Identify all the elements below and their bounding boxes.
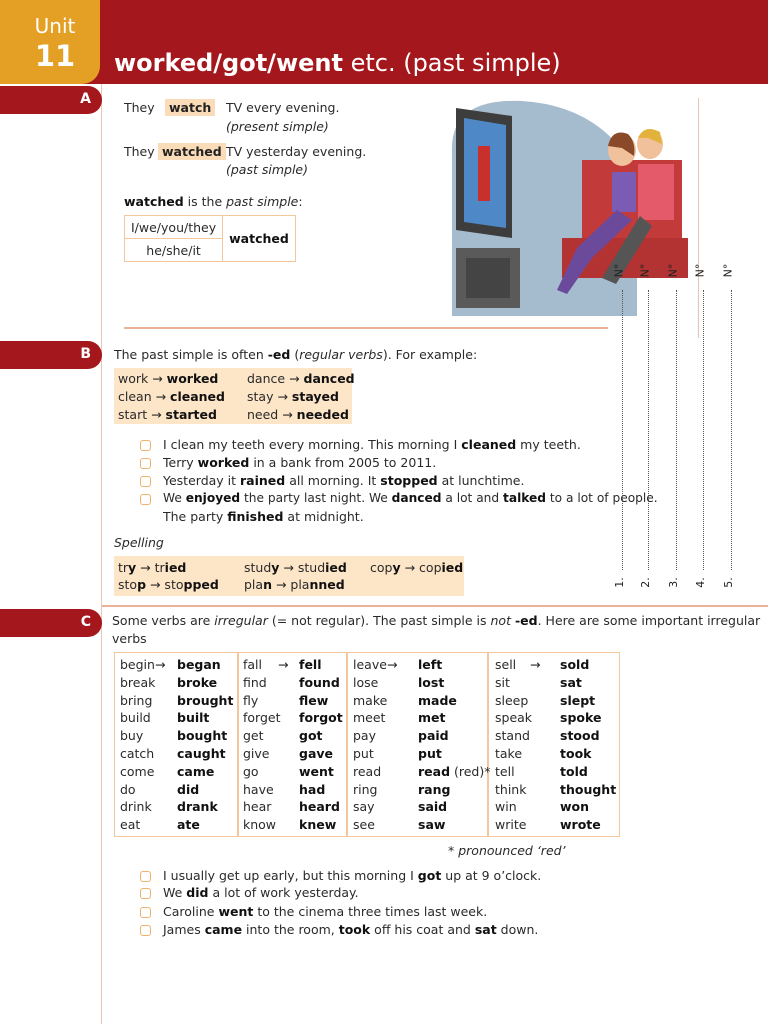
- irregular-base-form: think: [495, 781, 527, 797]
- b-example-5: The party finished at midnight.: [163, 509, 364, 524]
- irregular-base-form: have: [243, 781, 274, 797]
- arrow-glyph: →: [155, 657, 166, 672]
- irregular-base-form: drink: [120, 799, 152, 815]
- irregular-past-form: made: [418, 692, 457, 708]
- c-intro-line1: Some verbs are irregular (= not regular). The past simple is not -ed. Here are some important irregular: [112, 613, 761, 628]
- tv-screen-figure: [478, 146, 490, 201]
- irregular-past-form: found: [299, 674, 340, 690]
- irregular-base-form: sleep: [495, 692, 529, 708]
- regular-verb-5: start → started: [118, 407, 217, 422]
- pronoun-row-2: he/she/it: [125, 239, 223, 262]
- irregular-base-form: give: [243, 746, 270, 761]
- example-bullet: [140, 925, 151, 936]
- table-divider: [237, 653, 239, 836]
- irregular-past-form: wrote: [560, 817, 601, 833]
- answer-dotted-line: [731, 290, 732, 570]
- example-bullet: [140, 440, 151, 451]
- footnote: * pronounced ‘red’: [448, 843, 566, 858]
- irregular-base-form: sell: [495, 657, 517, 672]
- irregular-base-form: bring: [120, 692, 153, 708]
- a-line2-verb: watched: [158, 143, 226, 160]
- arrow-glyph: →: [278, 657, 289, 672]
- irregular-base-form: catch: [120, 746, 155, 761]
- a-line2-rest: TV yesterday evening.: [226, 144, 367, 159]
- c-example-2: We did a lot of work yesterday.: [163, 885, 359, 900]
- irregular-past-form: sat: [560, 674, 582, 690]
- irregular-past-form: knew: [299, 817, 337, 833]
- spelling-label: Spelling: [114, 535, 164, 550]
- answer-label: N°: [693, 263, 707, 278]
- irregular-base-form: begin: [120, 657, 155, 672]
- irregular-past-form: brought: [177, 692, 234, 708]
- unit-number: 11: [34, 39, 76, 73]
- irregular-base-form: see: [353, 817, 375, 833]
- table-divider: [487, 653, 489, 836]
- irregular-base-form: meet: [353, 710, 386, 726]
- irregular-past-form: forgot: [299, 710, 343, 726]
- irregular-base-form: read: [353, 763, 382, 779]
- irregular-past-form: ate: [177, 817, 200, 833]
- irregular-past-form: won: [560, 799, 590, 815]
- woman-top: [612, 172, 636, 212]
- irregular-past-form: said: [418, 799, 448, 815]
- answer-column-3: [666, 246, 684, 594]
- answer-dotted-line: [648, 290, 649, 570]
- arrow-glyph: →: [530, 657, 541, 672]
- irregular-base-form: hear: [243, 799, 272, 815]
- irregular-base-form: stand: [495, 728, 530, 744]
- a-line1-subject: They: [124, 100, 155, 115]
- answer-dotted-line: [622, 290, 623, 570]
- b-example-4: We enjoyed the party last night. We danced a lot and talked to a lot of people.: [163, 491, 658, 505]
- irregular-base-form: ring: [353, 781, 378, 797]
- irregular-past-form: built: [177, 710, 210, 726]
- answer-number: 4.: [693, 577, 707, 588]
- irregular-base-form: speak: [495, 710, 533, 726]
- b-example-2: Terry worked in a bank from 2005 to 2011.: [163, 455, 437, 470]
- answer-column-2: [638, 246, 656, 594]
- irregular-past-form: got: [299, 728, 323, 744]
- irregular-base-form: fall: [243, 657, 263, 672]
- irregular-base-form: find: [243, 674, 267, 690]
- unit-word: Unit: [34, 14, 76, 38]
- c-example-4: James came into the room, took off his coat and sat down.: [163, 922, 539, 937]
- c-example-3: Caroline went to the cinema three times last week.: [163, 904, 488, 919]
- irregular-base-form: write: [495, 817, 527, 833]
- irregular-base-form: take: [495, 746, 523, 761]
- irregular-past-form: left: [418, 657, 443, 672]
- irregular-past-form: saw: [418, 817, 446, 833]
- example-bullet: [140, 494, 151, 505]
- irregular-base-form: say: [353, 799, 375, 815]
- pronoun-table-value: watched: [223, 216, 296, 262]
- a-line1-rest: TV every evening.: [226, 100, 340, 115]
- spelling-2: study → studied: [244, 560, 347, 575]
- irregular-past-form: went: [299, 763, 334, 779]
- spelling-4: stop → stopped: [118, 577, 219, 592]
- irregular-base-form: make: [353, 692, 388, 708]
- irregular-base-form: know: [243, 817, 277, 833]
- irregular-past-form: took: [560, 746, 592, 761]
- irregular-base-form: break: [120, 674, 156, 690]
- irregular-past-form: paid: [418, 728, 449, 744]
- section-b-tab: B: [0, 341, 102, 369]
- margin-rule: [101, 84, 102, 1024]
- answer-number: 5.: [721, 577, 735, 588]
- irregular-past-form: put: [418, 746, 442, 761]
- answer-number: 2.: [638, 577, 652, 588]
- irregular-past-form: slept: [560, 692, 596, 708]
- regular-verb-2: dance → danced: [247, 371, 355, 386]
- answer-number: 3.: [666, 577, 680, 588]
- irregular-base-form: eat: [120, 817, 141, 833]
- irregular-past-form: told: [560, 763, 588, 779]
- irregular-base-form: leave: [353, 657, 387, 672]
- answer-dotted-line: [676, 290, 677, 570]
- irregular-past-form: came: [177, 763, 215, 779]
- irregular-past-form: heard: [299, 799, 340, 815]
- irregular-past-form: stood: [560, 728, 600, 744]
- section-c-tab: C: [0, 609, 102, 637]
- irregular-base-form: get: [243, 728, 264, 744]
- answer-column-4: [693, 246, 711, 594]
- pronoun-table: [124, 215, 296, 262]
- example-bullet: [140, 871, 151, 882]
- a-line1-verb: watch: [165, 99, 215, 116]
- irregular-base-form: sit: [495, 674, 510, 690]
- irregular-past-form: broke: [177, 674, 218, 690]
- irregular-past-form: fell: [299, 657, 322, 672]
- irregular-base-form: fly: [243, 692, 259, 708]
- c-intro-line2: verbs: [112, 631, 147, 646]
- irregular-past-form: spoke: [560, 710, 602, 726]
- irregular-past-form: drank: [177, 799, 218, 815]
- irregular-base-form: win: [495, 799, 517, 815]
- spelling-5: plan → planned: [244, 577, 345, 592]
- spelling-1: try → tried: [118, 560, 187, 575]
- answer-label: N°: [666, 263, 680, 278]
- table-divider: [346, 653, 348, 836]
- irregular-past-form: gave: [299, 746, 334, 761]
- a-line1-note: (present simple): [226, 119, 329, 134]
- answer-dotted-line: [703, 290, 704, 570]
- a-line2-note: (past simple): [226, 162, 308, 177]
- irregular-base-form: build: [120, 710, 151, 726]
- answer-label: N°: [638, 263, 652, 278]
- irregular-past-form: bought: [177, 728, 228, 744]
- irregular-past-form: began: [177, 657, 221, 672]
- example-bullet: [140, 476, 151, 487]
- answer-column-5: [721, 246, 739, 594]
- regular-verb-4: stay → stayed: [247, 389, 339, 404]
- man-shirt: [638, 164, 674, 220]
- irregular-base-form: do: [120, 781, 136, 797]
- irregular-past-form: caught: [177, 746, 226, 761]
- irregular-base-form: go: [243, 763, 259, 779]
- c-example-1: I usually get up early, but this morning I got up at 9 o’clock.: [163, 868, 542, 883]
- tv-stand-shelf: [466, 258, 510, 298]
- irregular-past-form: sold: [560, 657, 590, 672]
- b-example-3: Yesterday it rained all morning. It stopped at lunchtime.: [163, 473, 525, 488]
- b-example-1: I clean my teeth every morning. This morning I cleaned my teeth.: [163, 437, 581, 452]
- answer-number: 1.: [612, 577, 626, 588]
- arrow-glyph: →: [387, 657, 398, 672]
- irregular-past-form: lost: [418, 674, 445, 690]
- answer-label: N°: [612, 263, 626, 278]
- irregular-base-form: forget: [243, 710, 281, 726]
- regular-verb-6: need → needed: [247, 407, 349, 422]
- section-a-tab: A: [0, 86, 102, 114]
- irregular-past-form: read (red)*: [418, 763, 491, 779]
- regular-verb-3: clean → cleaned: [118, 389, 225, 404]
- irregular-base-form: buy: [120, 728, 144, 744]
- example-bullet: [140, 458, 151, 469]
- section-a-divider: [124, 327, 608, 329]
- irregular-past-form: flew: [299, 692, 329, 708]
- spelling-3: copy → copied: [370, 560, 464, 575]
- irregular-base-form: put: [353, 746, 374, 761]
- answer-column-1: [612, 246, 630, 594]
- irregular-base-form: tell: [495, 763, 515, 779]
- example-bullet: [140, 907, 151, 918]
- irregular-base-form: come: [120, 763, 155, 779]
- irregular-past-form: had: [299, 781, 326, 797]
- a-line2-subject: They: [124, 144, 155, 159]
- irregular-past-form: met: [418, 710, 446, 726]
- example-bullet: [140, 888, 151, 899]
- section-b-divider: [102, 605, 768, 607]
- pronoun-row-1: I/we/you/they: [125, 216, 223, 239]
- answer-label: N°: [721, 263, 735, 278]
- irregular-past-form: rang: [418, 781, 451, 797]
- irregular-past-form: thought: [560, 781, 617, 797]
- regular-verb-1: work → worked: [118, 371, 219, 386]
- irregular-base-form: pay: [353, 728, 376, 744]
- a-caption: watched is the past simple:: [124, 194, 303, 209]
- b-intro: The past simple is often -ed (regular verbs). For example:: [114, 347, 478, 362]
- page-title: worked/got/went etc. (past simple): [114, 49, 561, 77]
- irregular-past-form: did: [177, 781, 200, 797]
- irregular-base-form: lose: [353, 674, 379, 690]
